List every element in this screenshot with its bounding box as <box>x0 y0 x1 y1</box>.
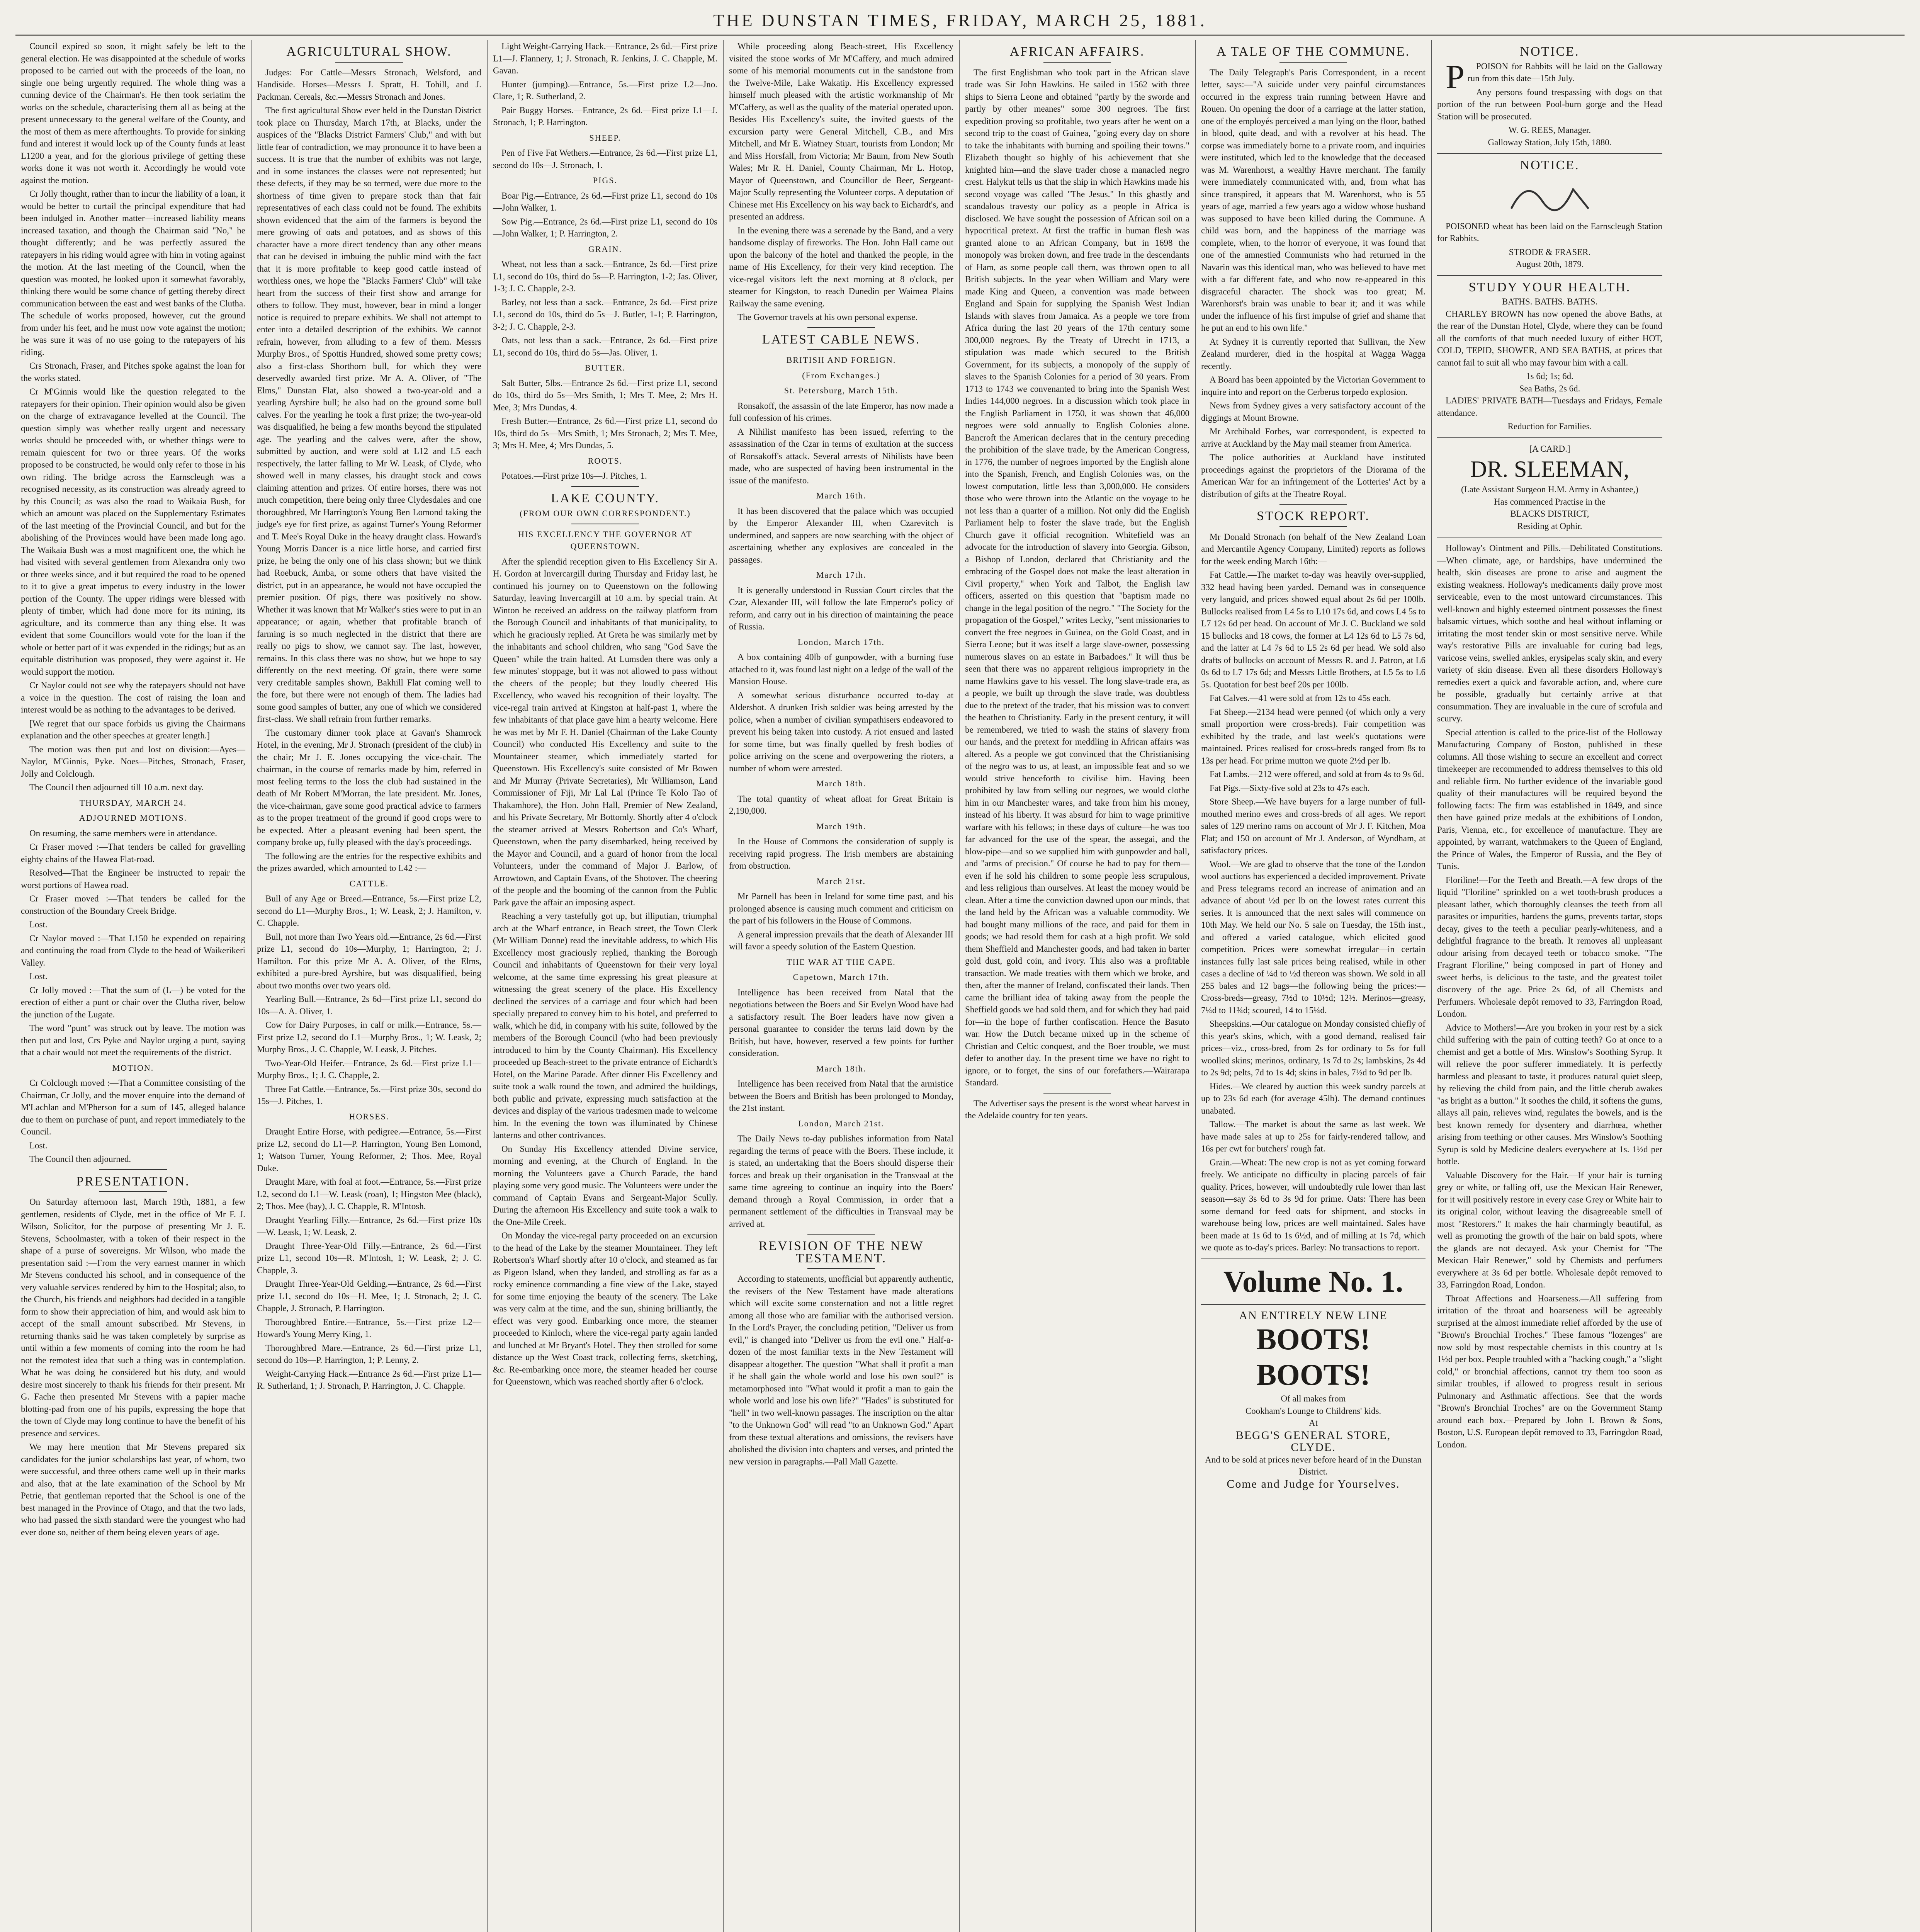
paragraph: Thoroughbred Mare.—Entrance, 2s 6d.—First prize L1, second do 10s—P. Harrington, 1; P. Lenny, 2. <box>257 1343 481 1365</box>
handwritten-signature <box>1504 174 1596 220</box>
paragraph: Crs Stronach, Fraser, and Pitches spoke against the loan for the works stated. <box>21 361 245 383</box>
paragraph: The motion was then put and lost on division:—Ayes—Naylor, M'Ginnis, Pyke. Noes—Pitches, Stronach, Fraser, Jolly and Colclough. <box>21 744 245 779</box>
paragraph: Holloway's Ointment and Pills.—Debilitated Constitutions.—When climate, age, or hardships, have undermined the health, skin diseases are prone to arise and augment the existing weakness. Holloway's medicaments daily prove most serviceable, even to the most untoward circumstances. This well-known and highly esteemed ointment possesses the finest balsamic virtues, which soothe and heal without inflaming or irritating the most tender skin or most sensitive nerve. While way's restorative Pills are invaluable for curing bad legs, varicose veins, swelled ankles, erysipelas scaly skin, and every variety of skin disease. Even all these disorders Holloway's remedies exert a quick and favorable action, and, where cure be possible, gradually but certainly arrive at that consummation. They are invaluable in the cure of scrofula and scurvy. <box>1437 543 1662 723</box>
paragraph: Cr Fraser moved :—That tenders be called for the construction of the Boundary Creek Bridge. <box>21 894 245 916</box>
divider <box>807 1234 875 1235</box>
paragraph: Bull, not more than Two Years old.—Entrance, 2s 6d.—First prize L1, second do 10s—Murphy, 1; Harrington, 2; J. Hamilton. For this prize Mr A. A. Oliver, of the Elms, exhibited a pure-bred Ayrshire, but was disqualified, being about two months over two years old. <box>257 932 481 990</box>
paragraph: Weight-Carrying Hack.—Entrance 2s 6d.—First prize L1—R. Sutherland, 1; J. Stronach, P. Harrington, J. C. Chapple. <box>257 1369 481 1391</box>
paragraph: Barley, not less than a sack.—Entrance, 2s 6d.—First prize L1, second do 10s, third do 5s—J. Butler, 1-1; P. Harrington, 3-2; J. C. Chapple, 2-3. <box>493 297 717 332</box>
paragraph: The police authorities at Auckland have instituted proceedings against the proprietors of the Diorama of the American War for an infringement of the Lotteries' Act by a distribution of gifts at the Theatre Royal. <box>1201 452 1426 499</box>
paragraph: A box containing 40lb of gunpowder, with a burning fuse attached to it, was found last night on a ledge of the wall of the Mansion House. <box>729 652 953 686</box>
paragraph: Intelligence has been received from Natal that the armistice between the Boers and British has been prolonged to Monday, the 21st instant. <box>729 1079 953 1113</box>
section-heading: REVISION OF THE NEW TESTAMENT. <box>758 1239 924 1265</box>
column-4 <box>724 40 960 1932</box>
paragraph: In the House of Commons the consideration of supply is receiving rapid progress. The Irish members are abstaining from obstruction. <box>729 837 953 871</box>
paragraph: Draught Mare, with foal at foot.—Entrance, 5s.—First prize L2, second do L1—W. Leask (roan), 1; Hingston Mee (black), 2; Thos. Mee (bay), J. C. Chapple, R. M'Intosh. <box>257 1177 481 1211</box>
signature: W. G. REES, Manager. <box>1508 125 1591 135</box>
notice-body: POISON for Rabbits will be laid on the Galloway run from this date—15th July. <box>1467 61 1662 83</box>
paragraph: Fat Pigs.—Sixty-five sold at 23s to 47s each. <box>1210 783 1370 793</box>
paragraph: Draught Yearling Filly.—Entrance, 2s 6d.—First prize 10s—W. Leask, 1; W. Leask, 2. <box>257 1215 481 1237</box>
dateline: Capetown, March 17th. <box>793 972 890 982</box>
paragraph: Sheepskins.—Our catalogue on Monday consisted chiefly of this year's skins, which, with a good demand, realised fair prices—viz., cross-bred, from 2s for ordinary to 5s for full woolled skins; merinos, ordinary, 1s 7d to 2s; lambskins, 2s 4d to 2s 9d; pelts, 7d to 1s 4d; skins in bales, 7½d to 9d per lb. <box>1201 1019 1426 1077</box>
subheading: BUTTER. <box>584 363 626 372</box>
paragraph: The Council then adjourned till 10 a.m. next day. <box>29 782 204 792</box>
divider <box>807 349 875 350</box>
ad-line: Of all makes from <box>1281 1394 1346 1403</box>
subheading: THE WAR AT THE CAPE. <box>787 957 896 967</box>
paragraph: A Nihilist manifesto has been issued, referring to the assassination of the Czar in terms of exultation at the success of Ronsakoff's attack. Several arrests of Nihilists have been made, who are suspected of having been instrumental in the issue of the manifesto. <box>729 427 953 485</box>
paragraph: It is generally understood in Russian Court circles that the Czar, Alexander III, will follow the late Emperor's policy of reform, and carry out in his direction of maintaining the peace of Russia. <box>729 585 953 631</box>
ad-boots: BOOTS! BOOTS! <box>1256 1322 1370 1391</box>
dateline: London, March 17th. <box>798 637 885 647</box>
paragraph: Cr Naylor moved :—That L150 be expended on repairing and continuing the road from Clyde to the head of Waikerikeri Valley. <box>21 933 245 968</box>
paragraph: Fat Cattle.—The market to-day was heavily over-supplied, 332 head having been yarded. Demand was in consequence very languid, and prices showed equal about 2s 6d per 100lb. Bullocks realised from L4 5s to L10 17s 6d, and cows L4 5s to L7 12s 6d per head. On account of Mr J. C. Buckland we sold 15 bullocks and 18 cows, the former at L4 12s 6d to L5 7s 6d, and the latter at L4 7s 6d to L5 2s 6d per head. We sold also drafts of bullocks on account of Messrs R. and J. Patron, at L6 0s 6d to L7 17s 6d; and Messrs Little Brothers, at L5 5s to L6 5s. Quotation for best beef 20s per 100lb. <box>1201 570 1426 689</box>
paragraph: The Council then adjourned. <box>29 1154 131 1164</box>
ad-line: Reduction for Families. <box>1507 422 1592 431</box>
dateline: March 21st. <box>816 876 866 886</box>
dateline: St. Petersburg, March 15th. <box>784 386 899 395</box>
paragraph: Any persons found trespassing with dogs on that portion of the run between Pool-burn gorge and the Head Station will be prosecuted. <box>1437 87 1662 121</box>
divider <box>99 1191 167 1192</box>
card-label: [A CARD.] <box>1529 444 1570 454</box>
divider <box>1043 62 1111 63</box>
paragraph: Hides.—We cleared by auction this week sundry parcels at up to 23s 6d each (for average 45lb). The demand continues unabated. <box>1201 1081 1426 1116</box>
subheading: GRAIN. <box>588 244 622 254</box>
column-1 <box>15 40 251 1932</box>
paragraph: Lost. <box>29 920 48 929</box>
ad-headline: Volume No. 1. <box>1223 1264 1403 1298</box>
paragraph: The Daily News to-day publishes information from Natal regarding the terms of peace with the Boers. These include, it is stated, an undertaking that the Boers should disperse their forces and break up their organisation in the Transvaal at the same time agreeing to continue an inquiry into the Boers' demand through a Royal Commission, in order that a permanent settlement of the difficulties in Transvaal may be arrived at. <box>729 1134 953 1229</box>
paragraph: [We regret that our space forbids us giving the Chairmans explanation and the other speeches at greater length.] <box>21 718 245 740</box>
column-2 <box>251 40 488 1932</box>
paragraph: Two-Year-Old Heifer.—Entrance, 2s 6d.—First prize L1—Murphy Bros., 1; J. C. Chapple, 2. <box>257 1058 481 1080</box>
paragraph: Cr Jolly moved :—That the sum of (L—) be voted for the erection of either a punt or chair over the Clutha river, below the junction of the Lugate. <box>21 985 245 1019</box>
paragraph: Cr M'Ginnis would like the question relegated to the ratepayers for their opinion. Their opinion would also be given on the charge of extravagance levelled at the Council. The question simply was whether really urgent and necessary works should be proceeded with, or whether things were to remain quiescent for two or three years. Of the works proposed to be constructed, he would only refer to those in his own riding. The bridge across the Earnscleugh was a recognised necessity, as its construction was already agreed to by this Council; as was also the road to Waikaia Bush, for which an amount was placed on the Supplementary Estimates of the last meeting of the Provincial Council, and but for the abolishing of the Provinces would have been made long ago. The Waikaia Bush was a most magnificent one, the which he had visited with several gentlemen from Alexandra only two or three weeks since, and it but required the road to be opened to it to give a great impetus to every industry in the lower portion of the County. The upper ridings were blessed with plenty of timber, which had done more for its mining, its agriculture, and its commerce than any thing else. It was evident that some Councillors would vote for the loan if the whole or better part of it was expended in the ridings; but as an equitable distribution was proposed, they were against it. He would support the motion. <box>21 387 245 677</box>
paragraph: Wool.—We are glad to observe that the tone of the London wool auctions has experienced a decided improvement. Private and Press telegrams record an increase of animation and an advance of about ½d per lb on the lowest rates current this series. It is announced that the next sales will commence on 10th May. We held our No. 5 sale on Tuesday, the 15th inst., and offered a varied catalogue, which elicited good competition. Prices were somewhat irregular—in certain instances fully last sale prices being realised, while in other cases a decline of ¼d to ½d thereon was shown. We sold in all 255 bales and 12 bags—the following being the prices:—Cross-breds—greasy, 7½d to 10½d; 12½. Merinos—greasy, 7¼d to 11¾d; scoured, 14 to 15¼d. <box>1201 859 1426 1015</box>
paragraph: While proceeding along Beach-street, His Excellency visited the stone works of Mr M'Caffery, and much admired some of his memorial monuments cut in the sandstone from the Twelve-Mile, Lake Wakatip. His Excellency expressed himself much pleased with the artistic workmanship of Mr M'Caffery, as well as the quality of the material operated upon. Besides His Excellency's suite, the invited guests of the excursion party were General Mitchell, C.B., and Mrs Mitchell, and Mr E. Wiatney Stuart, tourists from London; Mr and Miss Horsfall, from Victoria; Mr Baum, from New South Wales; Mr R. H. Daniel, County Chairman, Mr L. Hotop, Mayor of Queenstown, and Councillor de Beer, Sergeant-Major Scully representing the Volunteer corps. A deputation of Chinese met His Excellency on his way back to Eichardt's, and presented an address. <box>729 41 953 221</box>
paragraph: The word "punt" was struck out by leave. The motion was then put and lost, Crs Pyke and Naylor urging a punt, saying that a chair would not meet the requirements of the district. <box>21 1023 245 1057</box>
paragraph: Fat Lambs.—212 were offered, and sold at from 4s to 9s 6d. <box>1210 769 1424 779</box>
paragraph: The Governor travels at his own personal expense. <box>737 312 918 322</box>
column-3 <box>488 40 724 1932</box>
divider <box>1043 1093 1111 1094</box>
paragraph: Cr Naylor could not see why the ratepayers should not have a voice in the question. The cost of raising the loan and interest would be as nothing to the advantages to be derived. <box>21 680 245 714</box>
dateline: August 20th, 1879. <box>1516 259 1584 269</box>
paragraph: Lost. <box>29 1140 48 1150</box>
masthead-title: THE DUNSTAN TIMES, FRIDAY, MARCH 25, 1881. <box>713 10 1207 30</box>
paragraph: On resuming, the same members were in attendance. <box>29 828 217 838</box>
paragraph: Fat Calves.—41 were sold at from 12s to 45s each. <box>1210 693 1391 703</box>
paragraph: Advice to Mothers!—Are you broken in your rest by a sick child suffering with the pain of cutting teeth? Go at once to a chemist and get a bottle of Mrs. Winslow's Soothing Syrup. It will relieve the poor sufferer immediately. It is perfectly harmless and pleasant to taste, it produces natural quiet sleep, by relieving the child from pain, and the little cherub awakes "as bright as a button." It soothes the child, it softens the gums, allays all pain, relieves wind, regulates the bowels, and is the best known remedy for dysentery and diarrhœa, whether arising from teething or other causes. Mrs Winslow's Soothing Syrup is sold by Medicine dealers everywhere at 1s. 1½d per bottle. <box>1437 1022 1662 1166</box>
divider <box>807 1268 875 1269</box>
divider <box>1279 526 1347 527</box>
divider <box>571 486 639 487</box>
subheading: MOTION. <box>112 1063 154 1073</box>
paragraph: Resolved—That the Engineer be instructed to repair the worst portions of Hawea road. <box>21 868 245 890</box>
ad-line: Come and Judge for Yourselves. <box>1227 1477 1400 1490</box>
dateline: March 18th. <box>816 1063 867 1073</box>
paragraph: Grain.—Wheat: The new crop is not as yet coming forward freely. We anticipate no difficulty in placing parcels of fair quality. Prices, however, will undoubtedly rule lower than last season—say 3s 6d to 3s 9d for prime. Oats: There has been some demand for feed oats for shipment, and stocks in warehouse being low, prices are well maintained. Sales have been made at 1s 6d to 1s 6½d, and of milling at 1s 7d, which we quote as to-day's prices. Barley: No transactions to report. <box>1201 1157 1426 1252</box>
ad-line: Residing at Ophir. <box>1517 521 1582 531</box>
dateline: March 19th. <box>816 821 867 831</box>
ad-line: At <box>1309 1418 1318 1428</box>
paragraph: Floriline!—For the Teeth and Breath.—A few drops of the liquid "Floriline" sprinkled on a wet tooth-brush produces a pleasant lather, which thoroughly cleanses the teeth from all parasites or impurities, hardens the gums, prevents tartar, stops decay, gives to the teeth a peculiar pearly-whiteness, and a delightful fragrance to the breath. It removes all unpleasant odour arising from decayed teeth or tobacco smoke. "The Fragrant Floriline," being composed in part of Honey and sweet herbs, is delicious to the taste, and the greatest toilet discovery of the age. Price 2s 6d, of all Chemists and Perfumers. Wholesale depôt removed to 33, Farringdon Road, London. <box>1437 875 1662 1019</box>
signature: STRODE & FRASER. <box>1509 247 1591 257</box>
paragraph: On Monday the vice-regal party proceeded on an excursion to the head of the Lake by the steamer Mountaineer. They left Robertson's Wharf shortly after 10 o'clock, and steamed as far as Pigeon Island, when they landed, and strolling as far as a rocky eminence commanding a fine view of the Lake, stayed for some time enjoying the beauty of the scenery. The Lake was very calm at the time, and the sun, shining brilliantly, the effect was very good. Embarking once more, the steamer proceeded to Kinloch, where the vice-regal party again landed and lunched at Mr Bryant's Hotel. They then strolled for some distance up the West Coast track, collecting ferns, sketching, &c. Re-embarking once more, the steamer headed her course for Queenstown, which was reached shortly after 6 o'clock. <box>493 1231 717 1386</box>
byline: (From Exchanges.) <box>802 370 880 380</box>
notice-text <box>1437 58 1662 96</box>
paragraph: Salt Butter, 5lbs.—Entrance 2s 6d.—First prize L1, second do 10s, third do 5s—Mrs Smith, 1; Mrs T. Mee, 2; Mrs H. Mee, 3; Mrs Dundas, 4. <box>493 378 717 412</box>
paragraph: Special attention is called to the price-list of the Holloway Manufacturing Company of Boston, published in these columns. All those wishing to secure an excellent and correct timekeeper are recommended to address themselves to this old and reliable firm. No further evidence of the invariable good quality of their manufactures will be required beyond the following facts: The firm was established in 1849, and since then have gained prize medals at the exhibitions of London, Paris, Vienna, etc., for excellence of manufacture. They are appointed, by warrant, watchmakers to the Queen of England, the Prince of Wales, the Emperor of Russia, and the Bey of Tunis. <box>1437 727 1662 871</box>
paragraph: A Board has been appointed by the Victorian Government to inquire into and report on the Cerberus torpedo explosion. <box>1201 375 1426 397</box>
ad-line: BLACKS DISTRICT, <box>1510 509 1589 519</box>
subheading: HORSES. <box>349 1111 389 1121</box>
paragraph: The first Englishman who took part in the African slave trade was Sir John Hawkins. He sailed in 1562 with three ships to Sierra Leone and obtained "partly by the sworde and partly by other meanes" some 300 negroes. The first expedition proving so profitable, two years after he went on a second trip to the coast of Guinea, "going every day on shore to take the inhabitants with burning and spoiling their towns." Elizabeth thought so highly of his achievement that she knighted him—and the slave trader chose a manacled negro crest. Halykut tells us that the ship in which Hawkins made his second voyage was called "The Jesus." In this ghastly and scandalous travesty our policy as a people in Africa is disclosed. We have sought the possession of African soil on a hypocritical pretext. At first the traffic in human flesh was granted alone to an African Company, but in 1698 the monopoly was broken down, and free trade in the descendants of Ham, as some people call them, was thrown open to all British subjects. In the year when William and Mary were made King and Queen, a convention was made between England and Spain for supplying the Spanish West Indian Islands with slaves from Jamaica. As a people we tore from Africa during the last 20 years of the 17th century some 300,000 negroes. By the Treaty of Utrecht in 1713, a stipulation was made which secured to the British Government, for its subjects, a monopoly of the supply of slaves to the Spanish Colonies for a period of 30 years. From 1713 to 1743 we convenanted to bring into the Spanish West Indies 144,000 negroes. In a discussion which took place in the English Parliament in 1750, it was shown that 46,000 negroes were sold annually to English Colonies alone. Bancroft the American declares that in the century preceding the prohibition of the slave trade, by the American Congress, in 1776, the number of negroes imported by the English alone into the Spanish, French, and English Colonies was, on the lowest computation, little less than 3,000,000. He considers those who were thrown into the Atlantic on the voyage to be not less than a quarter of a million. Not only did the English Parliament help to foster the slave trade, but the English Church gave it official recognition. Whitefield was an advocate for the introduction of slavery into Georgia. Gibson, a Bishop of London, declared that Christianity and the embracing of the Gospel does not make the least alteration in Civil property," when York and Talbot, the English law officers, asserted on this question that "baptism made no change in the legal position of the negro." "The Society for the propagation of the Gospel," writes Lecky, "sent missionaries to convert the free negroes in Guinea, on the Gold Coast, and in Sierra Leone; but it was itself a large slave-owner, possessing numerous slaves on an estate in Barbadoes." It will thus be seen that there was no apparent religious impropriety in the name Hawkins gave to his vessel. The long slave-trade era, as a people, we built up through the slave trade, was doubtless due to the pretext of the trader, that his mission was to convert the heathen to Christianity. Early in the present century, it will be remembered, we tried to wash the stains of slavery from our hands, and the pretext for meddling in African affairs was altered. As a people we got convinced that the Christianising of the negro was to us, at least, an impossible feat and so we would strive henceforth to civilise him. Having been prohibited by law from selling our negroes, we would clothe him in our Manchester wares, and take from him his money, instead of his liberty. It was absurd for him to wage primitive warfare with his fellows; in these days of culture—he was too far advanced for the use of the spear, the assegai, and the blow-pipe—and so we supplied him with gunpowder and ball, and "arms of precision." Of course he had to pay for them—even if he sold his children to some people less scrupulous, and less religious than ourselves. At least the money would be clean. After a time the conviction dawned upon our minds, that the land held by the African was a valuable commodity. We had bought many millions of the race, and paid for them in goods; we had resold them for cash at a high profit. We sold them Sheffield and Manchester goods, and had taken in barter gold dust, gold coin, and ivory. This also was a profitable transaction. We made treaties with them which we broke, and then, after the manner of Ireland, confiscated their lands. Then came the brilliant idea of taking away from the people the Sheffield goods we had sold them, and for which they had paid for—in the hope of further confiscation. Hence the Basuto war. How the Dutch became mixed up in the scheme of Christian and Celtic conquest, and the Boer trouble, we must defer to another day. In the present time we have no right to ignore, or to forget, the sins of our forefathers.—Wairarapa Standard. <box>965 67 1189 1087</box>
paragraph: Draught Three-Year-Old Filly.—Entrance, 2s 6d.—First prize L1, second 10s—R. M'Intosh, 1; W. Leask, 2; J. C. Chapple, 3. <box>257 1241 481 1275</box>
paragraph: The Daily Telegraph's Paris Correspondent, in a recent letter, says:—"A suicide under very painful circumstances occurred in the express train running between Havre and Rouen. On opening the door of a carriage at the latter station, one of the employés perceived a man lying on the floor, bathed in blood, quite dead, and with a revolver at his head. The corpse was immediately borne to a private room, and inquiries were instituted, which led to the knowledge that the deceased was M. Warenhorst, a wealthy Havre merchant. The family were immediately communicated with, and, from what has since transpired, it appears that M. Warenhorst, who is 55 years of age, married a few years ago a widow whose husband was supposed to have been killed during the Commune. A child was born, and the happiness of the marriage was complete, when, to the horror of everyone, it was found that one of the amnestied Communists who had returned in the Navarin was this identical man, who was believed to have met with a far different fate, and who now re-appeared in this disgraceful character. The shock was too great; M. Warenhorst's brain was unable to bear it; and it was while under the influence of his first impulse of grief and shame that he put an end to his own life." <box>1201 67 1426 333</box>
paragraph: The Advertiser says the present is the worst wheat harvest in the Adelaide country for ten years. <box>965 1098 1189 1120</box>
divider <box>807 327 875 328</box>
paragraph: We may here mention that Mr Stevens prepared six candidates for the junior scholarships last year, of whom, two were successful, and three others came well up in their marks and also, that at the late examination of the School by Mr Petrie, that gentleman reported that the School is one of the best managed in the Province of Otago, and that the two lads, who had passed the sixth standard were the youngest who had ever done so, neither of them being eleven years of age. <box>21 1442 245 1537</box>
paragraph: After the splendid reception given to His Excellency Sir A. H. Gordon at Invercargill during Thursday and Friday last, he continued his journey on to Queenstown on the following Saturday, leaving Invercargill at 10 a.m. by special train. At Winton he received an address on the railway platform from the Borough Council and inhabitants of that municipality, to which he graciously replied. At Greta he was similarly met by the inhabitants and school children, who sang "God Save the Queen" while the train halted. At Lumsden there was only a few minutes' stoppage, but it was not allowed to pass without the cheers of the people; but they loudly cheered His Excellency, who waved his recognition of their loyalty. The vice-regal train arrived at Kingston at half-past 1, where the few inhabitants of that place gave him a hearty welcome. Here he was met by Mr F. H. Daniel (Chairman of the Lake County Council) who conducted His Excellency and suite to the Mountaineer steamer, which immediately started for Queenstown. His Excellency's suite consisted of Mr Bowen and Mr Murray (Private Secretaries), Mr Williamson, Land Commissioner of Fiji, Mr Lal Lal (Prince Te Kolo Tao of Thakamhore), the Hon. John Hall, Premier of New Zealand, and his Private Secretary, Mr Bottomly. Shortly after 4 o'clock the steamer arrived at Messrs Robertson and Co's Wharf, Queenstown, when the party disembarked, being received by the Mayor and Council, and a guard of honor from the local Volunteers, under the command of Major J. Barlow, of Arrowtown, and Captain Evans, of the Shotover. The cheering of the people and the booming of the cannon from the Public Park gave the affair an imposing aspect. <box>493 556 717 907</box>
paragraph: Reaching a very tastefully got up, but illiputian, triumphal arch at the Wharf entrance, in Beach street, the Town Clerk (Mr William Donne) read the inevitable address, to which His Excellency most graciously replied, thanking the Borough Council and inhabitants of Queenstown for their very loyal welcome, at the same time expressing his great pleasure at witnessing the great scenery of the place. His Excellency declined the services of a carriage and four which had been specially prepared to convey him to his hotel, and preferred to walk, which he did, in company with his suite, followed by the members of the Borough Council (who had been previously introduced to him by the County Chairman). His Excellency proceeded up Beach-street to the private entrance of Eichardt's Hotel, on the Marine Parade. After dinner His Excellency and suite took a walk round the town, and admired the buildings, both public and private, expressing much satisfaction at the devices and display of the various tradesmen made to welcome him. In the evening the town was illuminated by Chinese lanterns and other contrivances. <box>493 911 717 1140</box>
paragraph: A somewhat serious disturbance occurred to-day at Aldershot. A drunken Irish soldier was being arrested by the police, when a number of civilian sympathisers endeavored to prevent his being taken into custody. A riot ensued and lasted for some time, but was finally quelled by fresh bodies of police arriving on the scene and overpowering the rioters, a number of whom were arrested. <box>729 690 953 773</box>
section-heading: AFRICAN AFFAIRS. <box>1009 44 1145 59</box>
column-5 <box>960 40 1196 1932</box>
section-heading: AGRICULTURAL SHOW. <box>286 44 452 59</box>
paragraph: On Sunday His Excellency attended Divine service, morning and evening, at the Church of England. In the morning the Volunteers gave a Church Parade, the band playing some very good music. The Volunteers were under the command of Captain Evans and Sergeant-Major Scully. During the afternoon His Excellency and suite took a walk to the One-Mile Creek. <box>493 1144 717 1227</box>
paragraph: At Sydney it is currently reported that Sullivan, the New Zealand murderer, died in the hospital at Wagga Wagga recently. <box>1201 337 1426 371</box>
ad-store: BEGG'S GENERAL STORE, <box>1235 1429 1391 1442</box>
paragraph: It has been discovered that the palace which was occupied by the Emperor Alexander III, when Czarevitch is undermined, and sappers are now searching with the object of ascertaining whether any explosives are concealed in the passages. <box>729 506 953 565</box>
divider <box>1279 62 1347 63</box>
divider <box>1201 1304 1426 1305</box>
ad-line: Has commenced Practise in the <box>1494 497 1606 507</box>
section-heading: LAKE COUNTY. <box>551 491 659 505</box>
byline: (FROM OUR OWN CORRESPONDENT.) <box>520 509 691 518</box>
paragraph: Wheat, not less than a sack.—Entrance, 2s 6d.—First prize L1, second do 10s, third do 5s—P. Harrington, 1-2; Jas. Oliver, 1-3; J. C. Chapple, 2-3. <box>493 259 717 293</box>
dropcap-p: P <box>1446 58 1465 96</box>
column-6 <box>1196 40 1432 1932</box>
paragraph: Fresh Butter.—Entrance, 2s 6d.—First prize L1, second do 10s, third do 5s—Mrs Smith, 1; Mrs Stronach, 2; Mrs T. Mee, 3; Mrs H. Mee, 4; Mrs Dundas, 5. <box>493 416 717 450</box>
paragraph: Yearling Bull.—Entrance, 2s 6d—First prize L1, second do 10s—A. A. Oliver, 1. <box>257 994 481 1016</box>
paragraph: Cr Colclough moved :—That a Committee consisting of the Chairman, Cr Jolly, and the mover enquire into the demand of M'Lachlan and M'Pherson for a sum of 145, alleged balance due to them on purchase of punt, and report immediately to the Council. <box>21 1078 245 1136</box>
paragraph: Judges: For Cattle—Messrs Stronach, Welsford, and Handiside. Horses—Messrs J. Spratt, H. Tohill, and J. Packman. Cereals, &c.—Messrs Stronach and Jones. <box>257 67 481 102</box>
paragraph: The customary dinner took place at Gavan's Shamrock Hotel, in the evening, Mr J. Stronach (president of the club) in the chair; Mr J. E. Jones occupying the vice-chair. The chairman, in the course of remarks made by him, referred in most feeling terms to the loss the club had sustained in the death of Mr Robert M'Morran, the late president. Mr. Jones, the vice-chairman, gave some good practical advice to farmers as to the proper treatment of the ground if good crops were to be expected. After a pleasant evening had been spent, the company broke up, fully pleased with the day's proceedings. <box>257 728 481 847</box>
paragraph: Cr Fraser moved :—That tenders be called for gravelling eighty chains of the Hawea Flat-road. <box>21 842 245 864</box>
doctor-name: DR. SLEEMAN, <box>1470 456 1629 482</box>
ad-line: Cookham's Lounge to Childrens' kids. <box>1245 1406 1381 1416</box>
paragraph: Draught Three-Year-Old Gelding.—Entrance, 2s 6d.—First prize L1, second do 10s—H. Mee, 1; J. Stronach, 2; J. C. Chapple, J. Stronach, P. Harrington. <box>257 1279 481 1313</box>
ad-line: And to be sold at prices never before heard of in the Dunstan District. <box>1205 1454 1422 1476</box>
boots-advertisement <box>1201 1264 1426 1490</box>
section-heading: STOCK REPORT. <box>1257 509 1370 523</box>
ad-line: BATHS. BATHS. BATHS. <box>1502 297 1598 306</box>
ad-town: CLYDE. <box>1291 1441 1336 1454</box>
paragraph: Council expired so soon, it might safely be left to the general election. He was disappointed at the schedule of works proposed to be carried out with the proceeds of the loan, no single one being urgently required. The whole thing was a cunning device of the Chairman's. He then took seriatim the works on the schedule, characterising them all as being at the present unnecessary to the general welfare of the County, and the most of them as mere afterthoughts. To provide for sinking fund and interest it would lock up of the County funds at least L1200 a year, and for the glorious privilege of getting these works done it was not worth it. Accordingly he would vote against the motion. <box>21 41 245 185</box>
paragraph: Intelligence has been received from Natal that the negotiations between the Boers and Sir Evelyn Wood have had a satisfactory result. The Boer leaders have now given a personal guarantee to consider the terms laid down by the British, but have, however, reserved a few points for further consideration. <box>729 987 953 1058</box>
paragraph: Tallow.—The market is about the same as last week. We have made sales at up to 25s for fairly-rendered tallow, and 16s per cwt for butchers' rough fat. <box>1201 1119 1426 1153</box>
divider <box>99 1169 167 1170</box>
columns <box>15 40 1905 1932</box>
subheading: ROOTS. <box>588 456 623 466</box>
paragraph: Mr Donald Stronach (on behalf of the New Zealand Loan and Mercantile Agency Company, Limited) reports as follows for the week ending March 16th:— <box>1201 532 1426 566</box>
divider <box>1437 153 1662 154</box>
paragraph: Pair Buggy Horses.—Entrance, 2s 6d.—First prize L1—J. Stronach, 1; P. Harrington. <box>493 105 717 127</box>
dateline: Galloway Station, July 15th, 1880. <box>1488 137 1612 147</box>
divider <box>1437 437 1662 438</box>
paragraph: Potatoes.—First prize 10s—J. Pitches, 1. <box>501 471 647 481</box>
paragraph: On Saturday afternoon last, March 19th, 1881, a few gentlemen, residents of Clyde, met in the office of Mr F. J. Wilson, Solicitor, for the purpose of presenting Mr J. E. Stevens, Schoolmaster, with a token of their respect in the shape of a purse of sovereigns. Mr Wilson, who made the presentation said :—From the very earnest manner in which Mr Stevens conducted his school, and in consequence of the very valuable services rendered by him to the Hospital; also, to the Church, his friends and neighbors had decided in a tangible form to show their appreciation of him, and would ask him to accept of the small amount subscribed. Mr Stevens, in returning thanks said he was taken completely by surprise as until within a few moments of coming into the room he had not the remotest idea that such a thing was in contemplation. What he was doing he considered but his duty, and would desire most sincerely to thank his friends for their present. Mr G. Fache then presented Mr Stevens with a papier mache blotting-pad from one of his pupils, expressing the hope that the town of Clyde may long continue to have the benefit of his presence and services. <box>21 1197 245 1438</box>
divider <box>1437 275 1662 276</box>
paragraph: Lost. <box>29 971 48 981</box>
paragraph: LADIES' PRIVATE BATH—Tuesdays and Fridays, Female attendance. <box>1437 396 1662 418</box>
subheading: ADJOURNED MOTIONS. <box>79 813 187 823</box>
paragraph: According to statements, unofficial but apparently authentic, the revisers of the New Testament have made alterations which will excite some consternation and not a little regret among all those who are familiar with the authorised version. In the Lord's Prayer, the concluding petition, "Deliver us from evil," is changed into "Deliver us from the evil one." Half-a-dozen of the most familiar texts in the New Testament will disappear altogether. The question "What shall it profit a man if he shall gain the whole world and lose his own soul?" is metamorphosed into "What would it profit a man to gain the whole world and lose his own life?" "Hades" is substituted for "hell" in two well-known passages. The inscription on the altar "to the Unknown God" will read "to an Unknown God." Apart from these textual alterations and omissions, the revisers have abolished the division into chapters and verses, and printed the new version in paragraphs.—Pall Mall Gazette. <box>729 1274 953 1466</box>
subheading: SHEEP. <box>589 133 621 143</box>
notice-heading: NOTICE. <box>1520 44 1580 59</box>
paragraph: Boar Pig.—Entrance, 2s 6d.—First prize L1, second do 10s—John Walker, 1. <box>493 190 717 213</box>
divider <box>1279 504 1347 505</box>
paragraph: Draught Entire Horse, with pedigree.—Entrance, 5s.—First prize L2, second do L1—P. Harrington, Young Ben Lomond, 1; Watson Turner, Young Reformer, 2; Thos. Mee, Royal Duke. <box>257 1127 481 1173</box>
article-heading: HIS EXCELLENCY THE GOVERNOR AT QUEENSTOWN. <box>518 529 693 551</box>
paragraph: Pen of Five Fat Wethers.—Entrance, 2s 6d.—First prize L1, second do 10s—J. Stronach, 1. <box>493 148 717 170</box>
paragraph: Valuable Discovery for the Hair.—If your hair is turning grey or white, or falling off, use the Mexican Hair Renewer, for it will positively restore in every case Grey or White hair to its original color, without leaving the disagreeable smell of most "Restorers." It makes the hair charmingly beautiful, as well as promoting the growth of the hair on bald spots, where the glands are not decayed. Ask your Chemist for "The Mexican Hair Renewer," sold by Chemists and perfumers everywhere at 3s 6d per bottle. Wholesale depôt removed to 33, Farringdon Road, London. <box>1437 1170 1662 1289</box>
paragraph: Fat Sheep.—2134 head were penned (of which only a very small proportion were cross-breds). Fair competition was exhibited by the trade, and last week's quotations were maintained. Prices realised for cross-breds ranged from 8s to 13s per head. For prime mutton we quote 2½d per lb. <box>1201 707 1426 765</box>
paragraph: Bull of any Age or Breed.—Entrance, 5s.—First prize L2, second do L1—Murphy Bros., 1; W. Leask, 2; J. Hamilton, v. C. Chapple. <box>257 894 481 928</box>
section-heading: PRESENTATION. <box>76 1174 190 1189</box>
dateline: March 17th. <box>816 570 867 580</box>
dateline: March 16th. <box>816 491 867 500</box>
column-7 <box>1432 40 1668 1932</box>
price-line: Sea Baths, 2s 6d. <box>1519 383 1580 393</box>
paragraph: The total quantity of wheat afloat for Great Britain is 2,190,000. <box>729 794 953 816</box>
paragraph: Cr Jolly thought, rather than to incur the liability of a loan, it would be better to curtail the principal expenditure that had been indulged in. Another matter—increased liability means increased taxation, and though the Chairman said "No," he thought differently; and he was perfectly assured the ratepayers in his riding would agree with him in voting against the motion. At the last meeting of the Council, when the question was mooted, he looked upon it somewhat favorably, thinking there would be some chance of getting thereby direct communication between the east and west banks of the Clutha. The schedule of works proposed, however, cut the ground from under his feet, and he must now vote against the motion; he was sure it was of no use going to the ratepayers of his riding. <box>21 189 245 357</box>
paragraph: Cow for Dairy Purposes, in calf or milk.—Entrance, 5s.—First prize L2, second do L1—Murphy Bros., 1; W. Leask, 2; Murphy Bros., J. C. Chapple, W. Leask, J. Pitches. <box>257 1020 481 1054</box>
ad-line: AN ENTIRELY NEW LINE <box>1239 1309 1388 1322</box>
paragraph: Thoroughbred Entire.—Entrance, 5s.—First prize L2—Howard's Young Merry King, 1. <box>257 1317 481 1339</box>
subheading: PIGS. <box>593 175 618 185</box>
price-line: 1s 6d; 1s; 6d. <box>1526 371 1573 381</box>
subheading: CATTLE. <box>349 878 389 888</box>
paragraph: Ronsakoff, the assassin of the late Emperor, has now made a full confession of his crimes. <box>729 401 953 423</box>
notice-heading: NOTICE. <box>1520 158 1580 172</box>
paragraph: Sow Pig.—Entrance, 2s 6d.—First prize L1, second do 10s—John Walker, 1; P. Harrington, 2. <box>493 216 717 238</box>
paragraph: Mr Archibald Forbes, war correspondent, is expected to arrive at Auckland by the May mail steamer from America. <box>1201 427 1426 449</box>
notice-text: POISONED wheat has been laid on the Earnscleugh Station for Rabbits. <box>1437 221 1662 243</box>
date-heading: THURSDAY, MARCH 24. <box>79 798 187 808</box>
dateline: March 18th. <box>816 779 867 788</box>
paragraph: The following are the entries for the respective exhibits and the prizes awarded, which amounted to L42 :— <box>257 851 481 873</box>
paragraph: Store Sheep.—We have buyers for a large number of full-mouthed merino ewes and cross-breds of all ages. We report sales of 129 merino rams on account of Mr J. F. Kitchen, Moa Flat; and 150 on account of Mr J. Anderson, of Wyndham, at satisfactory prices. <box>1201 797 1426 855</box>
subheading: BRITISH AND FOREIGN. <box>786 355 896 365</box>
paragraph: Throat Affections and Hoarseness.—All suffering from irritation of the throat and hoarseness will be agreeably surprised at the almost immediate relief afforded by the use of "Brown's Bronchial Troches." These famous "lozenges" are now sold by most respectable chemists in this country at 1s 1½d per box. People troubled with a "hacking cough," a "slight cold," or bronchial affections, cannot try them too soon as similar troubles, if allowed to progress result in serious Pulmonary and Asthmatic affections. See that the words "Brown's Bronchial Troches" are on the Government Stamp around each box.—Prepared by John I. Brown & Sons, Boston, U.S. European depôt removed to 33, Farringdon Road, London. <box>1437 1293 1662 1449</box>
paragraph: In the evening there was a serenade by the Band, and a very handsome display of fireworks. The Hon. John Hall came out upon the balcony of the hotel and thanked the people, in the name of His Excellency, for their very kind reception. The vice-regal visitors left the next morning at 8 o'clock, per steamer for Kingston, to reach Dunedin per Waimea Plains Railway the same evening. <box>729 225 953 308</box>
paragraph: News from Sydney gives a very satisfactory account of the diggings at Mount Browne. <box>1201 401 1426 423</box>
section-heading: A TALE OF THE COMMUNE. <box>1216 44 1410 59</box>
divider <box>335 62 403 63</box>
dateline: London, March 21st. <box>798 1118 884 1128</box>
paragraph: A general impression prevails that the death of Alexander III will favor a speedy solution of the Eastern Question. <box>729 929 953 951</box>
paragraph: Light Weight-Carrying Hack.—Entrance, 2s 6d.—First prize L1—J. Flannery, 1; J. Stronach, R. Jenkins, J. C. Chapple, M. Gavan. <box>493 41 717 75</box>
paragraph: Three Fat Cattle.—Entrance, 5s.—First prize 30s, second do 15s—J. Pitches, 1. <box>257 1084 481 1106</box>
masthead <box>15 7 1905 36</box>
paragraph: The first agricultural Show ever held in the Dunstan District took place on Thursday, March 17th, at Blacks, under the auspices of the "Blacks District Farmers' Club," and with but little fear of contradiction, we may pronounce it to have been a success. It is true that the number of exhibits was not large, and in some instances the classes were not represented; but these defects, if they may be so termed, were due more to the shortness of time given to prepare stock than that fair representatives of each class could not be found. The exhibits shown evidenced that the aim of the farmers is beyond the mere growing of oats and potatoes, and as shows of this character have a more direct tendency than any other means that can be devised in imbuing the public mind with the fact that it is more profitable to keep good cattle instead of worthless ones, we hope the "Blacks Farmers' Club" will take heart from the success of their first show and arrange for others to follow. They must, however, bear in mind a longer notice is required to prepare exhibits. We shall not attempt to enter into a detailed description of the exhibits. We cannot refrain, however, from alluding to a few of them. Messrs Murphy Bros., of Spottis Hundred, showed some pretty cows; also a first-class Shorthorn bull, for which they were deservedly awarded first prize. Mr A. A. Oliver, of "The Elms," Dunstan Flat, also showed a two-year-old and a yearling Ayrshire bull; he also had on the ground some bull calves. For the yearling he took a first prize; the two-year-old was disqualified, he being a few months beyond the stipulated age. The yearling and the calves were, after the show, submitted by auction, and were sold at L12 and L5 each respectively, the latter falling to Mr W. Leask, of Clyde, who showed well in many classes, his draught stock and cows claiming attention and prizes. Of entire horses, there was not much competition, there being only three Clydesdales and one thoroughbred, Mr Harrington's Young Ben Lomond taking the judge's eye for first prize, as against Turner's Young Reformer and T. Mee's Royal Duke in the heavy draught class. Howard's Young Morris Dancer is a nice little horse, and carried first prize, he being the only one of his class shown; but we think had Roebuck, Amba, or some others that have visited the district, put in an appearance, he would not have occupied the premier position. Of pigs, there was positively no show. Whether it was known that Mr Walker's sties were to put in an appearance; or again, whether that profitable branch of farming is so much neglected in the district that there are really no pigs to show, we cannot say. The last, however, remains. In this class there was no show, but we hope to say differently on the next meeting. Of grain, there were some very creditable samples shown, Bakhill Flat coming well to the fore, but there were not enough of them. The ladies had some good samples of butter, any one of which we considered first-class. We shall refrain from further remarks. <box>257 105 481 724</box>
ad-line: (Late Assistant Surgeon H.M. Army in Ashantee,) <box>1461 485 1638 494</box>
section-heading: LATEST CABLE NEWS. <box>762 332 921 347</box>
paragraph: Oats, not less than a sack.—Entrance, 2s 6d.—First prize L1, second do 10s, third do 5s—Jas. Oliver, 1. <box>493 335 717 357</box>
paragraph: Hunter (jumping).—Entrance, 5s.—First prize L2—Jno. Clare, 1; R. Sutherland, 2. <box>493 79 717 101</box>
paragraph: Mr Parnell has been in Ireland for some time past, and his prolonged absence is causing much comment and criticism on the part of his followers in the House of Commons. <box>729 891 953 925</box>
paragraph: CHARLEY BROWN has now opened the above Baths, at the rear of the Dunstan Hotel, Clyde, where they can be found all the comforts of that much needed luxury of either HOT, COLD, TEPID, SHOWER, AND SEA BATHS, at prices that cannot fail to suit all who may favour him with a call. <box>1437 309 1662 367</box>
notice-heading: STUDY YOUR HEALTH. <box>1468 280 1631 294</box>
